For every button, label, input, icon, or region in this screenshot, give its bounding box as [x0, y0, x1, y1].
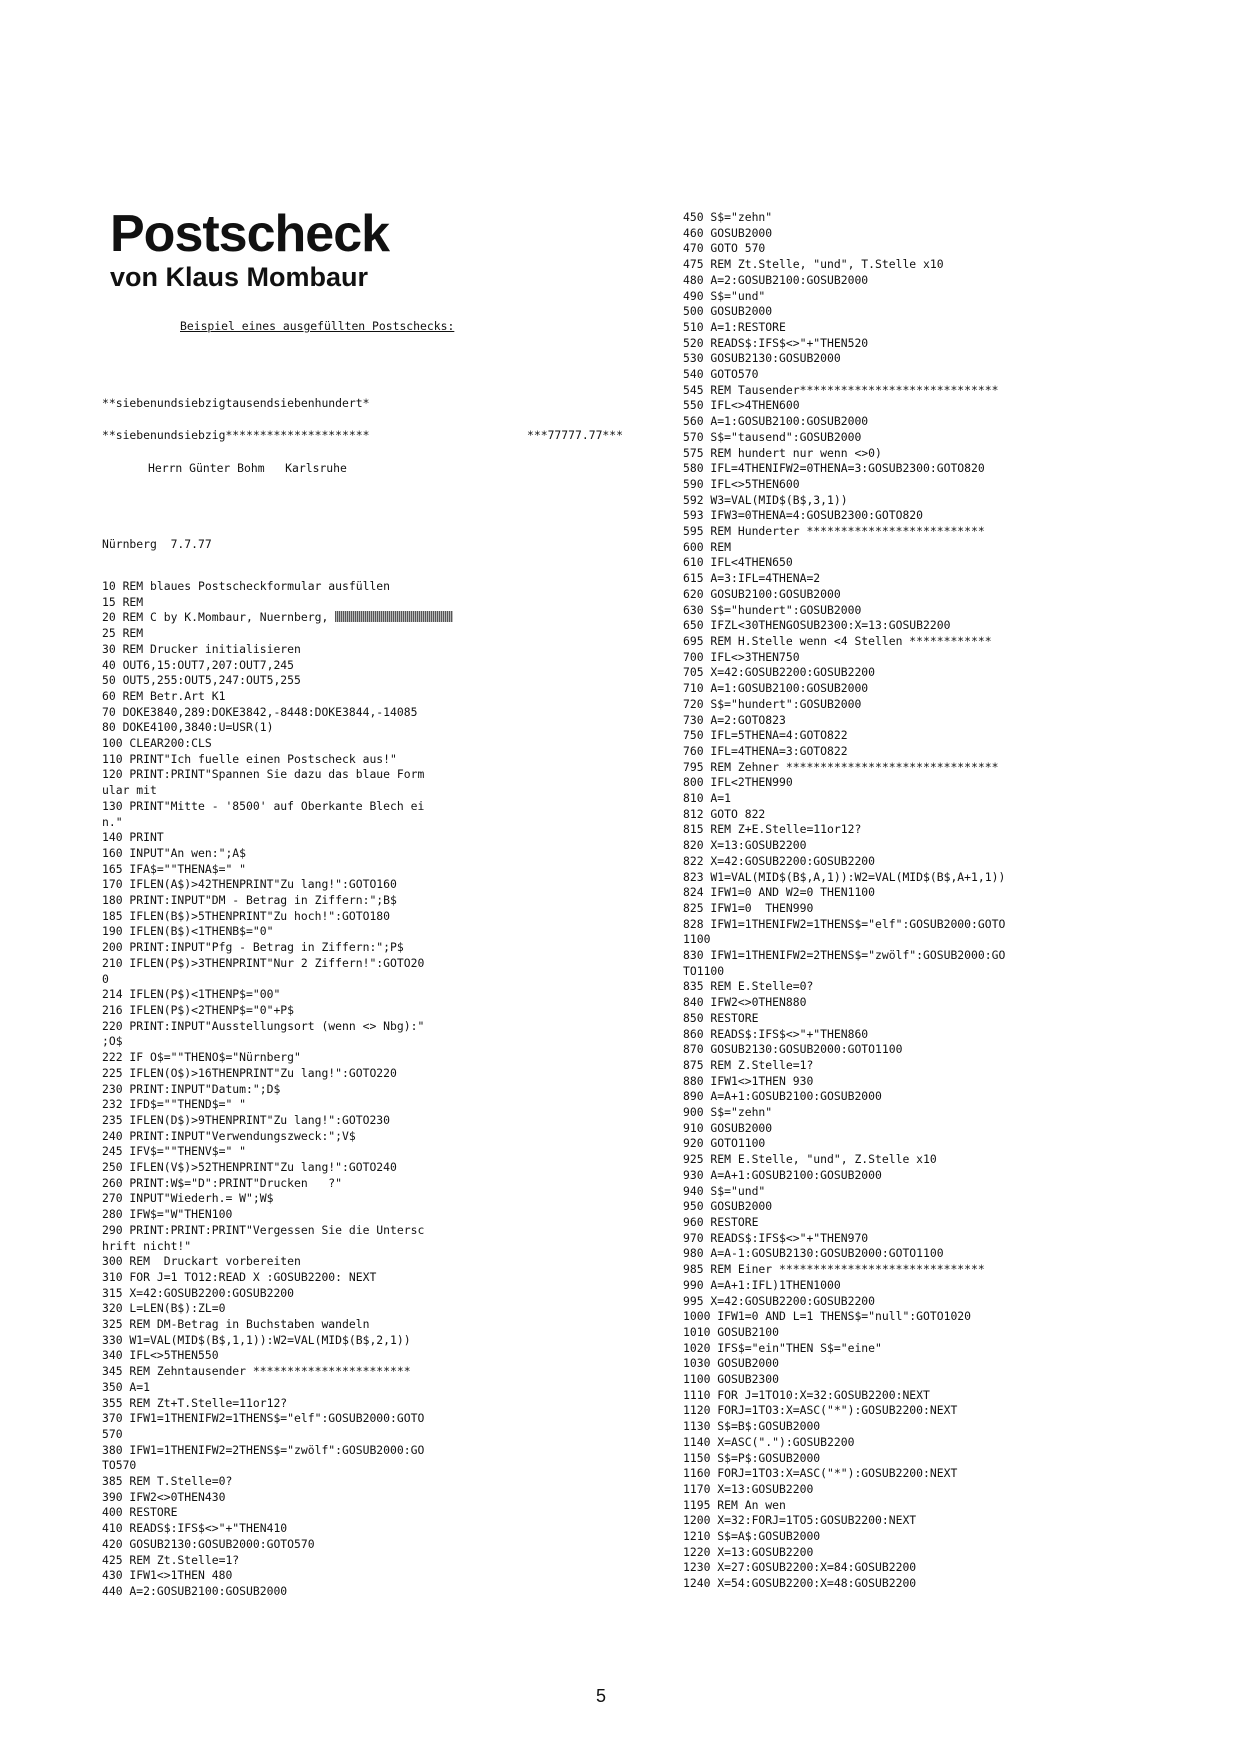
- basic-listing-left-column: [102, 579, 453, 1600]
- listing-left-part1: 10 REM blaues Postscheckformular ausfüllen 15 REM 20 REM C by K.Mombaur, Nuernberg,: [102, 579, 391, 625]
- article-title: Postscheck: [110, 205, 390, 263]
- example-amount-words-line1: **siebenundsiebzigtausendsiebenhundert*: [102, 396, 370, 410]
- author-byline: von Klaus Mombaur: [110, 262, 369, 292]
- basic-listing-right-column: 450 S$="zehn" 460 GOSUB2000 470 GOTO 570 475 REM Zt.Stelle, "und", T.Stelle x10 480 A=2:GOSUB2100:GOSUB2000 490 S$="und" 500 GOSUB2000 510 A=1:RESTORE 520 READS$:IFS$<>"+"THEN520 530 GOSUB2130:GOSUB2000 540 GOTO570 545 REM Tausender***************************** 550 IFL<>4THEN600 560 A=1:GOSUB2100:GOSUB2000 570 S$="tausend":GOSUB2000 575 REM hundert nur wenn <>0) 580 IFL=4THENIFW2=0THENA=3:GOSUB2300:GOTO820 590 IFL<>5THEN600 592 W3=VAL(MID$(B$,3,1)) 593 IFW3=0THENA=4:GOSUB2300:GOTO820 595 REM Hunderter ************************** 600 REM 610 IFL<4THEN650 615 A=3:IFL=4THENA=2 620 GOSUB2100:GOSUB2000 630 S$="hundert":GOSUB2000 650 IFZL<30THENGOSUB2300:X=13:GOSUB2200 695 REM H.Stelle wenn <4 Stellen ************ 700 IFL<>3THEN750 705 X=42:GOSUB2200:GOSUB2200 710 A=1:GOSUB2100:GOSUB2000 720 S$="hundert":GOSUB2000 730 A=2:GOTO823 750 IFL=5THENA=4:GOTO822 760 IFL=4THENA=3:GOTO822 795 REM Zehner ******************************* 800 IFL<2THEN990 810 A=1 812 GOTO 822 815 REM Z+E.Stelle=11or12? 820 X=13:GOSUB2200 822 X=42:GOSUB2200:GOSUB2200 823 W1=VAL(MID$(B$,A,1)):W2=VAL(MID$(B$,A+1,1)) 824 IFW1=0 AND W2=0 THEN1100 825 IFW1=0 THEN990 828 IFW1=1THENIFW2=1THENS$="elf":GOSUB2000:GOTO 1100 830 IFW1=1THENIFW2=2THENS$="zwölf":GOSUB2000:GO TO1100 835 REM E.Stelle=0? 840 IFW2<>0THEN880 850 RESTORE 860 READS$:IFS$<>"+"THEN860 870 GOSUB2130:GOSUB2000:GOTO1100 875 REM Z.Stelle=1? 880 IFW1<>1THEN 930 890 A=A+1:GOSUB2100:GOSUB2000 900 S$="zehn" 910 GOSUB2000 920 GOTO1100 925 REM E.Stelle, "und", Z.Stelle x10 930 A=A+1:GOSUB2100:GOSUB2000 940 S$="und" 950 GOSUB2000 960 RESTORE 970 READS$:IFS$<>"+"THEN970 980 A=A-1:GOSUB2130:GOSUB2000:GOTO1100 985 REM Einer ****************************** 990 A=A+1:IFL)1THEN1000 995 X=42:GOSUB2200:GOSUB2200 1000 IFW1=0 AND L=1 THENS$="null":GOTO1020 1010 GOSUB2100 1020 IFS$="ein"THEN S$="eine" 1030 GOSUB2000 1100 GOSUB2300 1110 FOR J=1TO10:X=32:GOSUB2200:NEXT 1120 FORJ=1TO3:X=ASC("*"):GOSUB2200:NEXT 1130 S$=B$:GOSUB2000 1140 X=ASC("."):GOSUB2200 1150 S$=P$:GOSUB2000 1160 FORJ=1TO3:X=ASC("*"):GOSUB2200:NEXT 1170 X=13:GOSUB2200 1195 REM An wen 1200 X=32:FORJ=1TO5:GOSUB2200:NEXT 1210 S$=A$:GOSUB2000 1220 X=13:GOSUB2200 1230 X=27:GOSUB2200:X=84:GOSUB2200 1240 X=54:GOSUB2200:X=48:GOSUB2200: [683, 210, 1006, 1591]
- listing-left-part2: 25 REM 30 REM Drucker initialisieren 40 OUT6,15:OUT7,207:OUT7,245 50 OUT5,255:OUT5,247:OUT5,255 60 REM Betr.Art K1 70 DOKE3840,289:DOKE3842,-8448:DOKE3844,-14085 80 DOKE4100,3840:U=USR(1) 100 CLEAR200:CLS 110 PRINT"Ich fuelle einen Postscheck aus!" 120 PRINT:PRINT"Spannen Sie dazu das blaue Form ular mit 130 PRINT"Mitte - '8500' auf Oberkante Blech ei n." 140 PRINT 160 INPUT"An wen:";A$ 165 IFA$=""THENA$=" " 170 IFLEN(A$)>42THENPRINT"Zu lang!":GOTO160 180 PRINT:INPUT"DM - Betrag in Ziffern:";B$ 185 IFLEN(B$)>5THENPRINT"Zu hoch!":GOTO180 190 IFLEN(B$)<1THENB$="0" 200 PRINT:INPUT"Pfg - Betrag in Ziffern:";P$ 210 IFLEN(P$)>3THENPRINT"Nur 2 Ziffern!":GOTO20 0 214 IFLEN(P$)<1THENP$="00" 216 IFLEN(P$)<2THENP$="0"+P$ 220 PRINT:INPUT"Ausstellungsort (wenn <> Nbg):" ;O$ 222 IF O$=""THENO$="Nürnberg" 225 IFLEN(O$)>16THENPRINT"Zu lang!":GOTO220 230 PRINT:INPUT"Datum:";D$ 232 IFD$=""THEND$=" " 235 IFLEN(D$)>9THENPRINT"Zu lang!":GOTO230 240 PRINT:INPUT"Verwendungszweck:";V$ 245 IFV$=""THENV$=" " 250 IFLEN(V$)>52THENPRINT"Zu lang!":GOTO240 260 PRINT:W$="D":PRINT"Drucken ?" 270 INPUT"Wiederh.= W";W$ 280 IFW$="W"THEN100 290 PRINT:PRINT:PRINT"Vergessen Sie die Untersc hrift nicht!" 300 REM Druckart vorbereiten 310 FOR J=1 TO12:READ X :GOSUB2200: NEXT 315 X=42:GOSUB2200:GOSUB2200 320 L=LEN(B$):ZL=0 325 REM DM-Betrag in Buchstaben wandeln 330 W1=VAL(MID$(B$,1,1)):W2=VAL(MID$(B$,2,1)) 340 IFL<>5THEN550 345 REM Zehntausender *********************** 350 A=1 355 REM Zt+T.Stelle=11or12? 370 IFW1=1THENIFW2=1THENS$="elf":GOSUB2000:GOTO 570 380 IFW1=1THENIFW2=2THENS$="zwölf":GOSUB2000:GO TO570 385 REM T.Stelle=0? 390 IFW2<>0THEN430 400 RESTORE 410 READS$:IFS$<>"+"THEN410 420 GOSUB2130:GOSUB2000:GOTO570 425 REM Zt.Stelle=1? 430 IFW1<>1THEN 480 440 A=2:GOSUB2100:GOSUB2000: [102, 626, 425, 1598]
- redacted-block: [335, 611, 453, 622]
- example-recipient: Herrn Günter Bohm Karlsruhe: [148, 461, 347, 475]
- example-caption: Beispiel eines ausgefüllten Postschecks:: [180, 319, 455, 333]
- example-amount-words-line2: **siebenundsiebzig*********************: [102, 428, 370, 442]
- page-number: 5: [596, 1686, 607, 1706]
- example-amount-figures: ***77777.77***: [527, 428, 624, 442]
- example-place-date: Nürnberg 7.7.77: [102, 537, 212, 551]
